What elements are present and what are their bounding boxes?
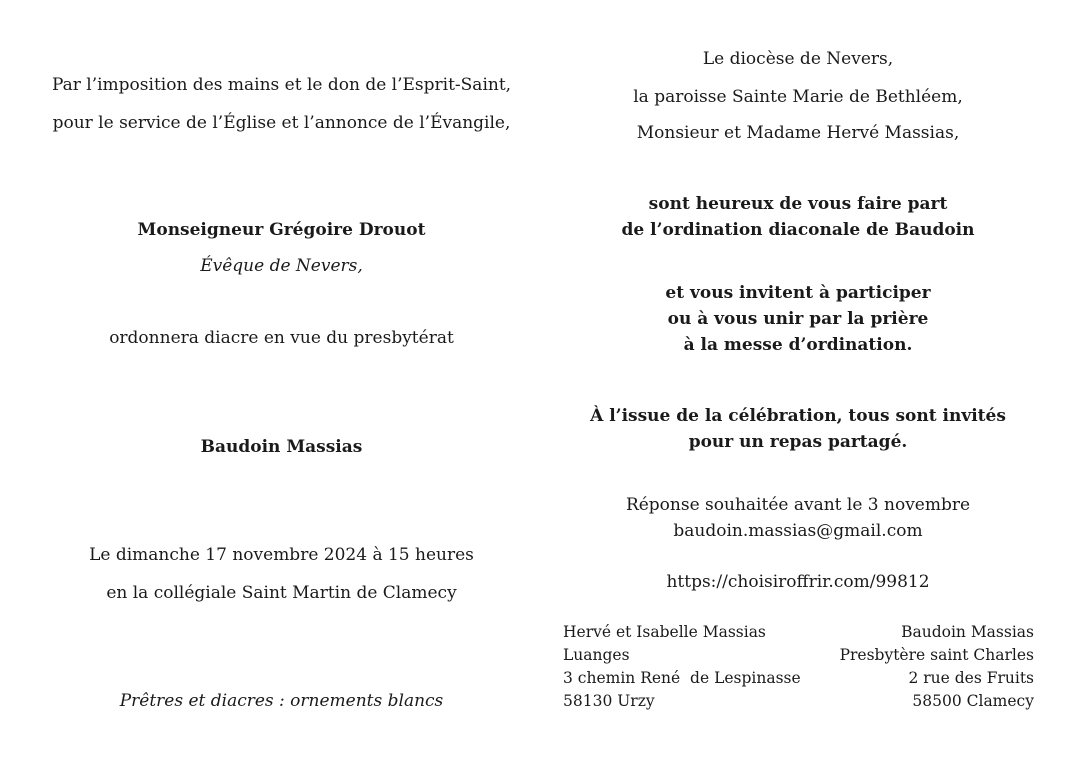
- bishop-title: Évêque de Nevers,: [200, 256, 363, 276]
- invite-line-2: ou à vous unir par la prière: [667, 309, 929, 329]
- announce-line-1: sont heureux de vous faire part: [648, 194, 948, 214]
- invite-line-3: à la messe d’ordination.: [683, 335, 913, 355]
- rsvp-line: Réponse souhaitée avant le 3 novembre: [625, 495, 971, 515]
- parents-address-line-3: 58130 Urzy: [563, 692, 655, 710]
- parents-address-line-1: Luanges: [563, 646, 630, 664]
- parents-address-line-2: 3 chemin René de Lespinasse: [563, 669, 801, 687]
- host-line-1: Le diocèse de Nevers,: [702, 49, 894, 69]
- intro-line-1: Par l’imposition des mains et le don de l’Esprit-Saint,: [51, 75, 512, 95]
- invite-line-1: et vous invitent à participer: [665, 283, 931, 303]
- place-line: en la collégiale Saint Martin de Clamecy: [106, 583, 457, 603]
- ordinand-address: [840, 621, 1034, 713]
- rsvp-email[interactable]: baudoin.massias@gmail.com: [673, 521, 923, 541]
- announce-line-2: de l’ordination diaconale de Baudoin: [621, 220, 975, 240]
- ordinand-address-line-1: Presbytère saint Charles: [839, 646, 1034, 664]
- host-line-2: la paroisse Sainte Marie de Bethléem,: [633, 87, 963, 107]
- ordination-phrase: ordonnera diacre en vue du presbytérat: [109, 328, 454, 348]
- date-line: Le dimanche 17 novembre 2024 à 15 heures: [89, 545, 474, 565]
- gift-list-url[interactable]: https://choisiroffrir.com/99812: [666, 572, 930, 592]
- ordinand-address-name: Baudoin Massias: [901, 623, 1034, 641]
- meal-line-2: pour un repas partagé.: [688, 432, 908, 452]
- intro-line-2: pour le service de l’Église et l’annonce de l’Évangile,: [52, 113, 511, 133]
- ordinand-name: Baudoin Massias: [200, 437, 363, 457]
- vestments-note: Prêtres et diacres : ornements blancs: [119, 691, 444, 711]
- ordinand-address-line-2: 2 rue des Fruits: [908, 669, 1034, 687]
- host-line-3: Monsieur et Madame Hervé Massias,: [636, 123, 960, 143]
- bishop-name: Monseigneur Grégoire Drouot: [137, 220, 426, 240]
- meal-line-1: À l’issue de la célébration, tous sont invités: [590, 406, 1006, 426]
- parents-address: [563, 621, 801, 713]
- ordinand-address-line-3: 58500 Clamecy: [912, 692, 1034, 710]
- parents-name: Hervé et Isabelle Massias: [563, 623, 766, 641]
